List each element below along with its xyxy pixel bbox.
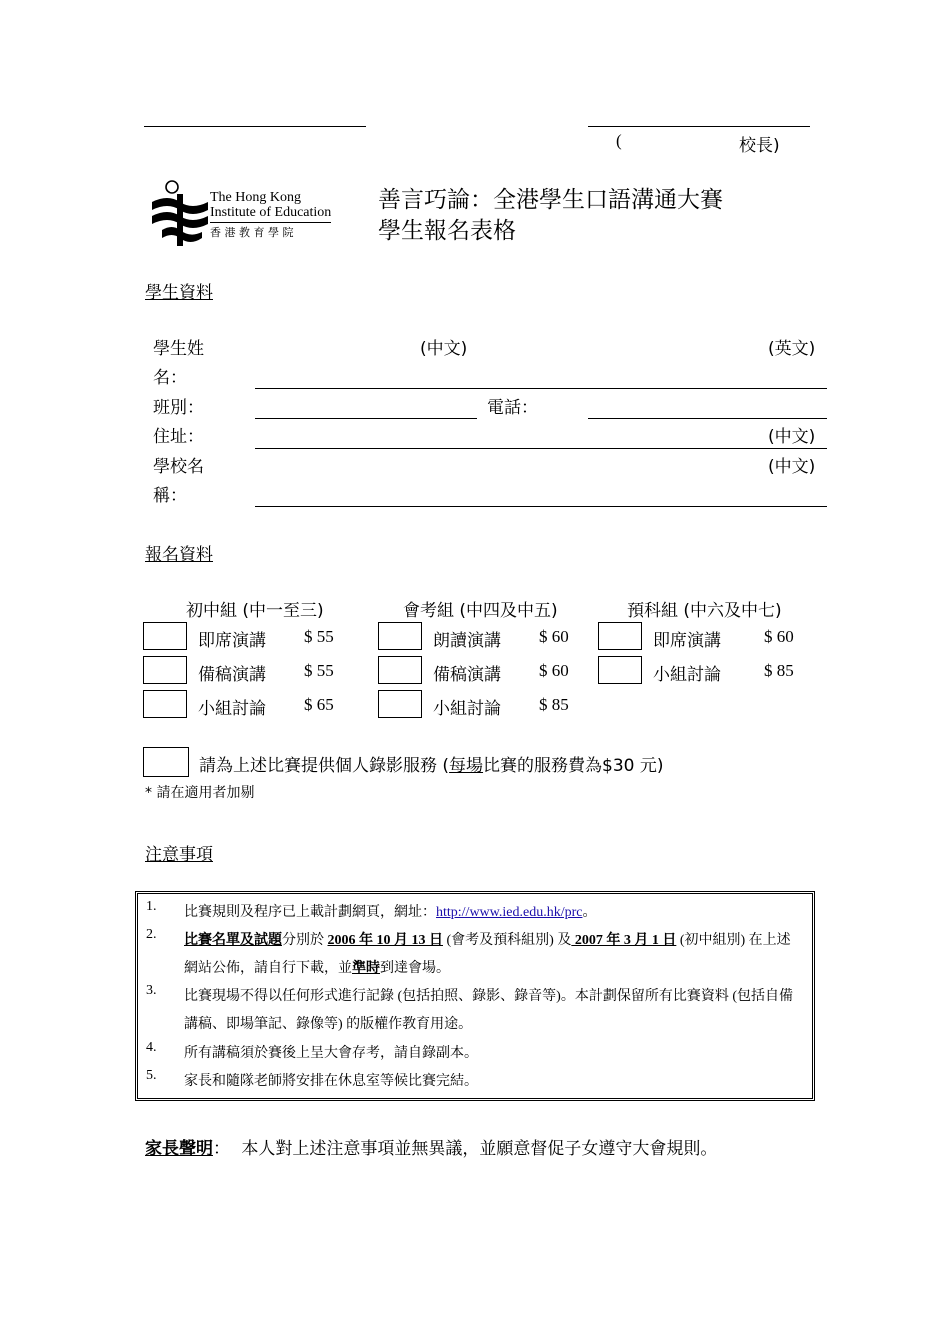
checkbox-hkcee-prepared[interactable]	[378, 656, 422, 684]
checkbox-hkcee-reading[interactable]	[378, 622, 422, 650]
tick-footnote: * 請在適用者加剔	[145, 785, 255, 801]
group-sixth-form-title: 預科組 (中六及中七)	[627, 601, 782, 621]
principal-open-paren: (	[616, 131, 622, 150]
form-title-line-1: 善言巧論：全港學生口語溝通大賽	[378, 187, 723, 213]
note-2-text	[184, 927, 804, 983]
junior-impromptu-label: 即席演講	[198, 631, 266, 651]
checkbox-junior-group[interactable]	[143, 690, 187, 718]
video-service-text-b: 每場	[449, 756, 484, 776]
address-cn-suffix: (中文)	[768, 427, 816, 447]
parent-declaration-colon: ：	[213, 1139, 230, 1159]
hkcee-prepared-label: 備稿演講	[433, 665, 501, 685]
hkied-logo	[150, 180, 345, 246]
checkbox-sixth-group[interactable]	[598, 656, 642, 684]
hkcee-reading-label: 朗讀演講	[433, 631, 501, 651]
logo-line-2: Institute of Education	[210, 205, 331, 223]
checkbox-junior-prepared[interactable]	[143, 656, 187, 684]
video-service-text	[199, 751, 664, 776]
principal-label: 校長)	[739, 136, 780, 156]
student-name-label-1: 學生姓	[153, 339, 204, 359]
junior-group-price: $ 65	[304, 695, 334, 714]
hkcee-reading-price: $ 60	[539, 627, 569, 646]
class-field[interactable]	[255, 418, 477, 419]
note-1-text	[184, 899, 804, 927]
address-label: 住址：	[153, 427, 204, 447]
parent-declaration-label: 家長聲明	[145, 1139, 213, 1159]
junior-impromptu-price: $ 55	[304, 627, 334, 646]
note-3-number: 3.	[146, 983, 157, 998]
logo-line-3: 香 港 教 育 學 院	[210, 226, 294, 239]
logo-line-1: The Hong Kong	[210, 190, 301, 205]
junior-prepared-label: 備稿演講	[198, 665, 266, 685]
note-1-end: 。	[582, 905, 597, 920]
note-1-text-a: 比賽規則及程序已上載計劃網頁，網址：	[184, 905, 436, 920]
note-4-text: 所有講稿須於賽後上呈大會存考，請自錄副本。	[184, 1046, 478, 1061]
parent-declaration	[145, 1134, 717, 1159]
note-2-f: (初中組別) 在上述網站公佈，請自行下載，並	[184, 933, 791, 976]
note-2-number: 2.	[146, 927, 157, 942]
parent-declaration-text: 本人對上述注意事項並無異議，並願意督促子女遵守大會規則。	[241, 1139, 718, 1158]
hkcee-prepared-price: $ 60	[539, 661, 569, 680]
note-2-h: 到達會場。	[380, 961, 450, 976]
student-name-field[interactable]	[255, 388, 827, 389]
note-1-number: 1.	[146, 899, 157, 914]
sixth-impromptu-label: 即席演講	[653, 631, 721, 651]
signature-line-right	[588, 126, 810, 127]
notes-heading: 注意事項	[145, 845, 213, 865]
sixth-impromptu-price: $ 60	[764, 627, 794, 646]
phone-field[interactable]	[588, 418, 827, 419]
checkbox-video-service[interactable]	[143, 747, 189, 777]
junior-prepared-price: $ 55	[304, 661, 334, 680]
hkied-emblem-icon	[150, 180, 210, 246]
video-service-text-c: 比賽的服務費為$30 元)	[483, 756, 664, 776]
school-name-cn-suffix: (中文)	[768, 457, 816, 477]
school-name-field[interactable]	[255, 506, 827, 507]
hkcee-group-price: $ 85	[539, 695, 569, 714]
note-2-date-1: 2006 年 10 月 13 日	[327, 933, 443, 948]
note-2-g: 準時	[352, 961, 380, 976]
school-name-label-2: 稱：	[153, 486, 187, 506]
phone-label: 電話：	[487, 398, 538, 418]
checkbox-junior-impromptu[interactable]	[143, 622, 187, 650]
note-2-a: 比賽名單及試題	[184, 933, 282, 948]
student-name-en-suffix: (英文)	[768, 339, 816, 359]
checkbox-sixth-impromptu[interactable]	[598, 622, 642, 650]
form-title-line-2: 學生報名表格	[378, 218, 516, 244]
note-4-number: 4.	[146, 1040, 157, 1055]
class-label: 班別：	[153, 398, 204, 418]
student-name-cn-suffix: (中文)	[420, 339, 468, 359]
note-5-number: 5.	[146, 1068, 157, 1083]
note-2-date-2: 2007 年 3 月 1 日	[571, 933, 677, 948]
group-hkcee-title: 會考組 (中四及中五)	[403, 601, 558, 621]
address-field[interactable]	[255, 448, 827, 449]
note-2-b: 分別於	[282, 933, 328, 948]
junior-group-label: 小組討論	[198, 699, 266, 719]
prc-website-link[interactable]: http://www.ied.edu.hk/prc	[436, 905, 583, 920]
video-service-text-a: 請為上述比賽提供個人錄影服務 (	[199, 756, 450, 776]
hkcee-group-label: 小組討論	[433, 699, 501, 719]
note-3-text: 比賽現場不得以任何形式進行記錄 (包括拍照、錄影、錄音等)。本計劃保留所有比賽資料 (包括自備講稿、即場筆記、錄像等) 的版權作教育用途。	[184, 989, 793, 1032]
student-name-label-2: 名：	[153, 368, 187, 388]
school-name-label-1: 學校名	[153, 457, 204, 477]
notes-box	[135, 891, 815, 1101]
group-junior-title: 初中組 (中一至三)	[186, 601, 324, 621]
registration-heading: 報名資料	[145, 545, 213, 565]
checkbox-hkcee-group[interactable]	[378, 690, 422, 718]
note-2-d: (會考及預科組別) 及	[443, 933, 572, 948]
sixth-group-label: 小組討論	[653, 665, 721, 685]
student-info-heading: 學生資料	[145, 283, 213, 303]
sixth-group-price: $ 85	[764, 661, 794, 680]
note-5-text: 家長和隨隊老師將安排在休息室等候比賽完結。	[184, 1074, 478, 1089]
signature-line-left	[144, 126, 366, 127]
